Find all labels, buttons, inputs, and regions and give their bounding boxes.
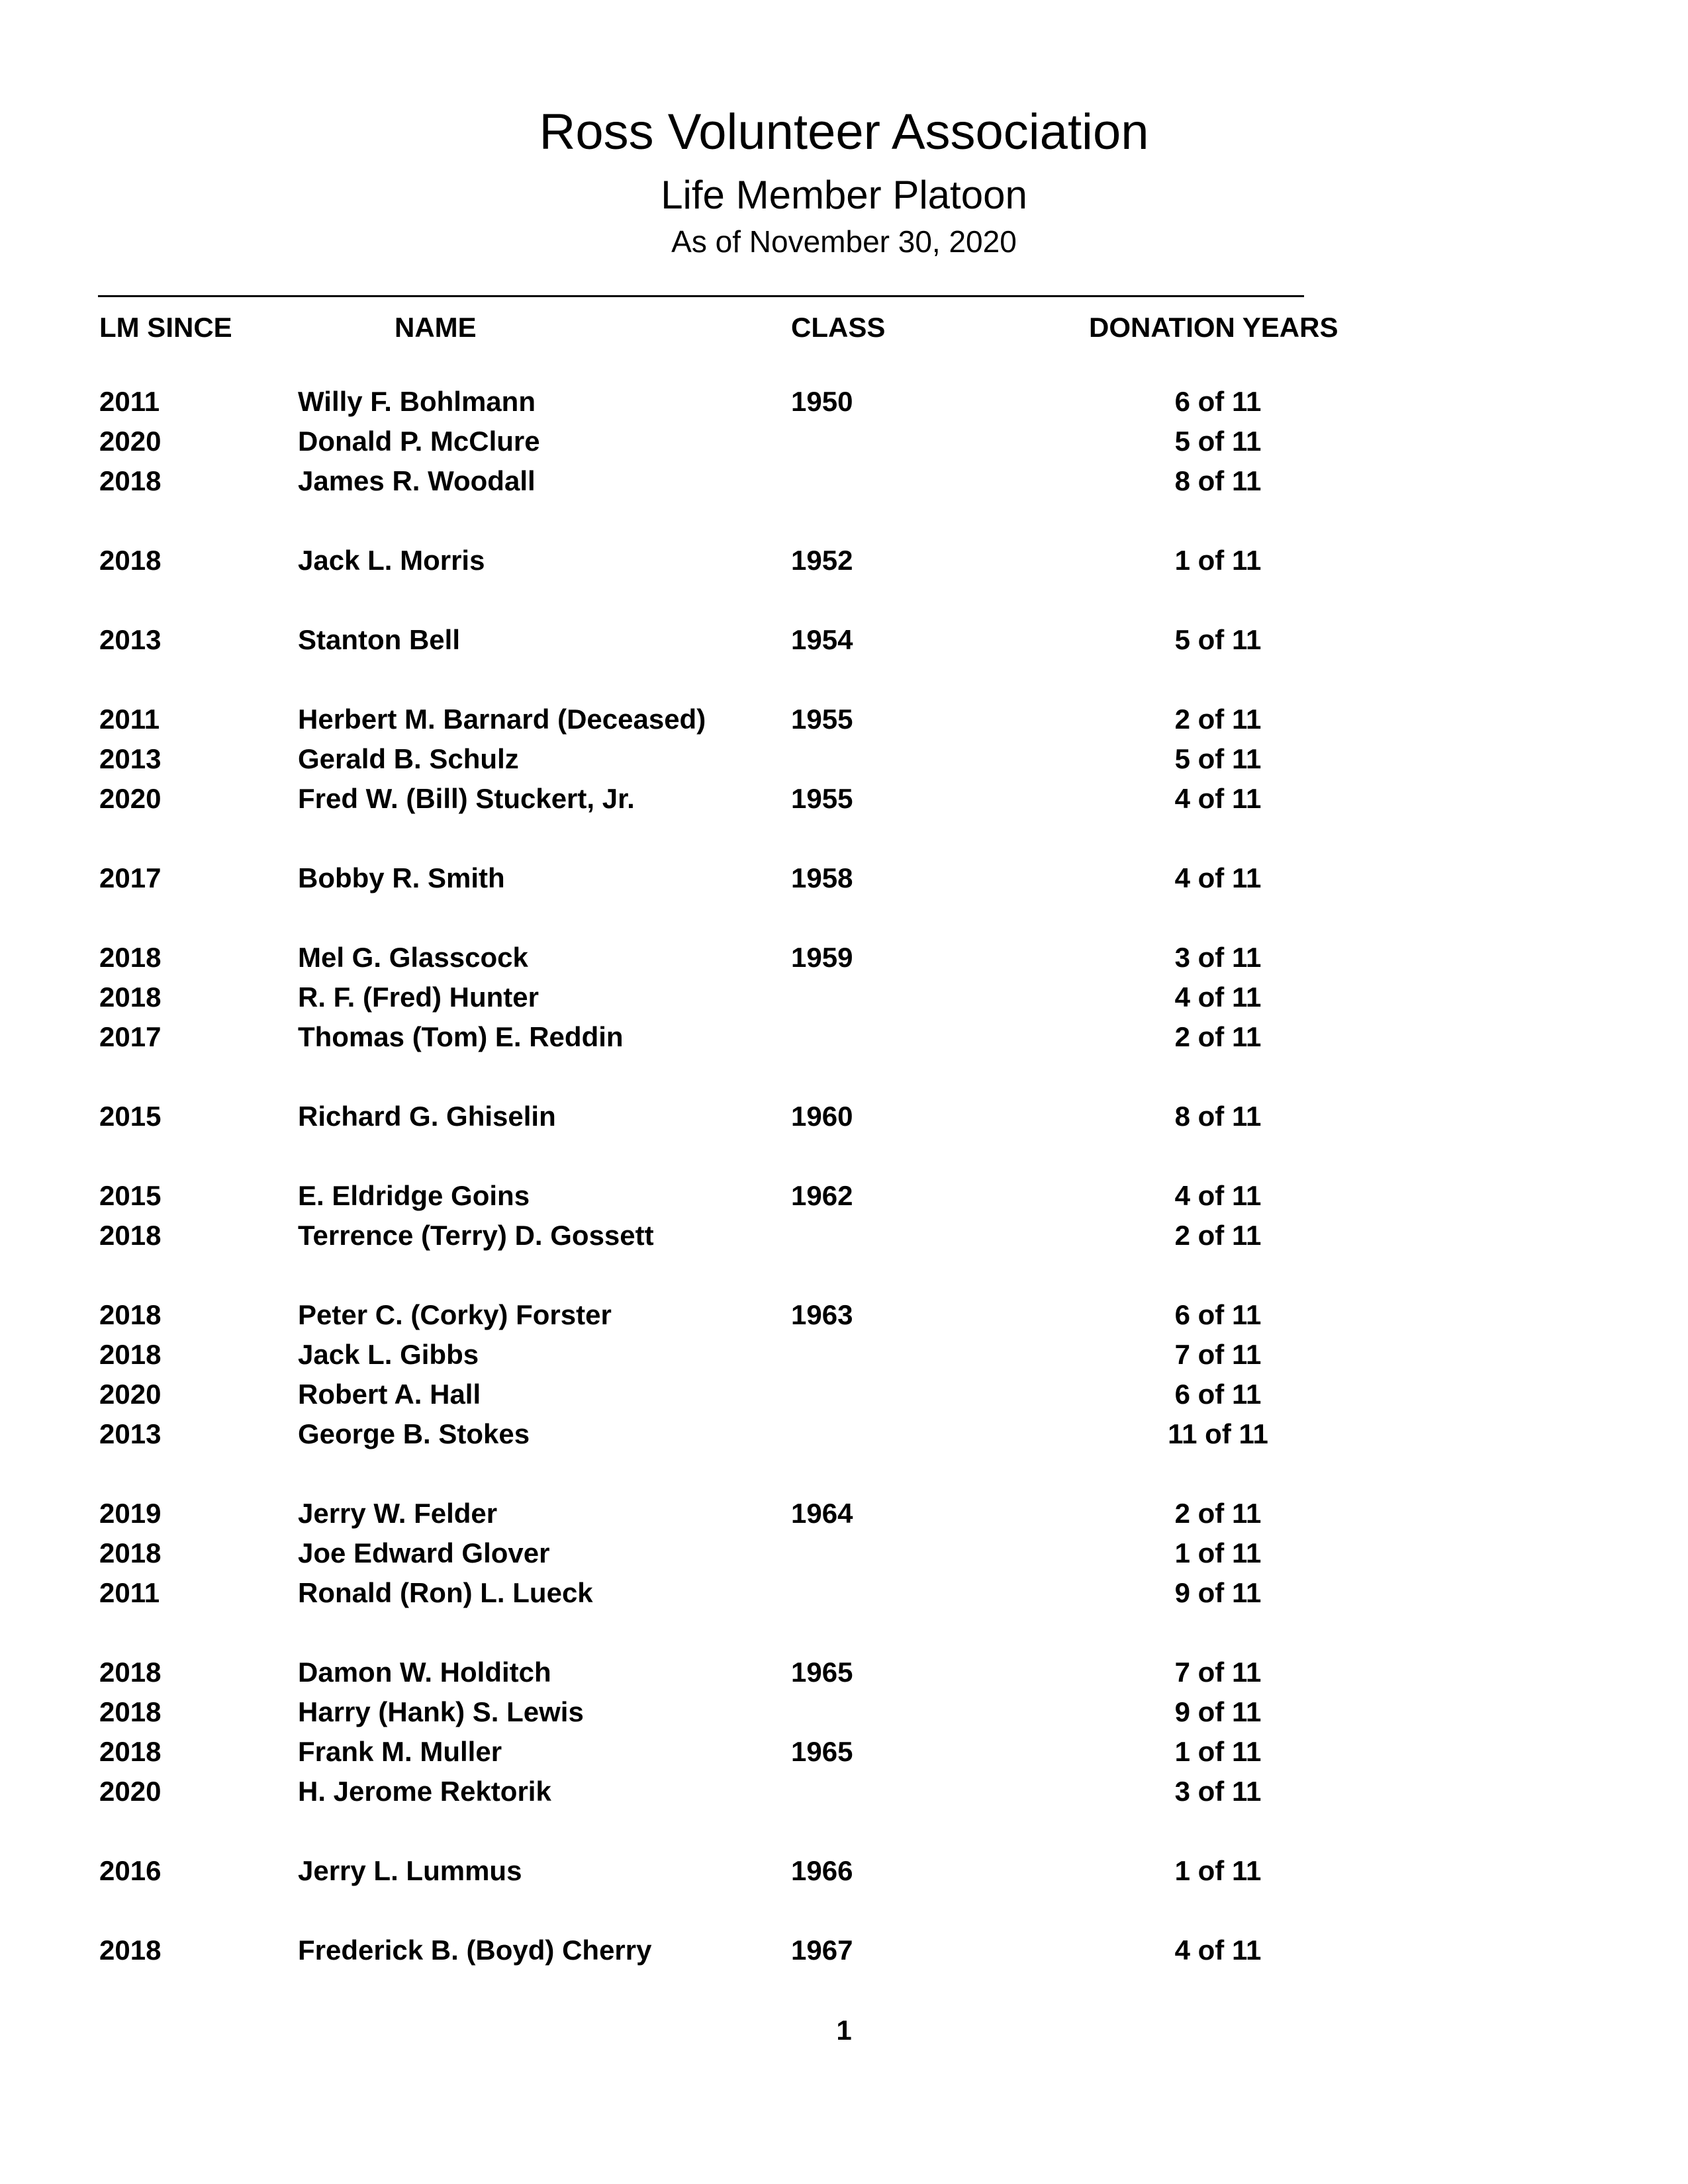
row-lm-since: 2018	[99, 942, 162, 973]
row-donation-years: 8 of 11	[1174, 1101, 1262, 1132]
row-class: 1966	[791, 1855, 853, 1886]
row-donation-years: 2 of 11	[1174, 1220, 1262, 1251]
document-subtitle: Life Member Platoon	[661, 173, 1027, 217]
row-donation-years: 1 of 11	[1174, 1537, 1262, 1569]
table-row	[0, 1653, 1688, 1692]
row-lm-since: 2017	[99, 862, 162, 893]
row-name: Willy F. Bohlmann	[298, 386, 536, 417]
table-row	[0, 1573, 1688, 1613]
row-lm-since: 2013	[99, 743, 162, 774]
table-header	[0, 308, 1688, 347]
row-donation-years: 5 of 11	[1174, 743, 1262, 774]
row-name: Bobby R. Smith	[298, 862, 505, 893]
row-lm-since: 2017	[99, 1021, 162, 1052]
table-row	[0, 620, 1688, 660]
row-name: Frank M. Muller	[298, 1736, 502, 1767]
row-donation-years: 1 of 11	[1174, 1736, 1262, 1767]
table-row	[0, 1216, 1688, 1255]
row-lm-since: 2015	[99, 1101, 162, 1132]
row-donation-years: 3 of 11	[1174, 1776, 1262, 1807]
row-class: 1967	[791, 1934, 853, 1966]
row-donation-years: 11 of 11	[1168, 1418, 1268, 1449]
as-of-date: As of November 30, 2020	[671, 224, 1017, 259]
row-lm-since: 2020	[99, 783, 162, 814]
row-class: 1965	[791, 1736, 853, 1767]
table-row	[0, 1533, 1688, 1573]
row-class: 1964	[791, 1498, 853, 1529]
row-name: George B. Stokes	[298, 1418, 530, 1449]
row-name: Jerry W. Felder	[298, 1498, 498, 1529]
row-lm-since: 2011	[99, 386, 160, 417]
row-name: Jack L. Morris	[298, 545, 485, 576]
table-row	[0, 1335, 1688, 1375]
row-class: 1954	[791, 624, 853, 655]
row-name: Jerry L. Lummus	[298, 1855, 522, 1886]
row-class: 1955	[791, 704, 853, 735]
row-name: Mel G. Glasscock	[298, 942, 528, 973]
row-class: 1963	[791, 1299, 853, 1330]
table-row	[0, 541, 1688, 580]
row-lm-since: 2011	[99, 704, 160, 735]
page-number: 1	[836, 2015, 852, 2046]
row-lm-since: 2019	[99, 1498, 162, 1529]
table-row	[0, 382, 1688, 422]
row-name: James R. Woodall	[298, 465, 536, 496]
row-name: Stanton Bell	[298, 624, 461, 655]
table-row	[0, 1692, 1688, 1732]
table-row	[0, 1295, 1688, 1335]
table-row	[0, 422, 1688, 461]
table-row	[0, 1414, 1688, 1454]
row-lm-since: 2020	[99, 1379, 162, 1410]
row-name: Herbert M. Barnard (Deceased)	[298, 704, 706, 735]
row-donation-years: 7 of 11	[1174, 1339, 1262, 1370]
table-row	[0, 700, 1688, 739]
row-lm-since: 2018	[99, 1696, 162, 1727]
row-lm-since: 2020	[99, 426, 162, 457]
row-donation-years: 5 of 11	[1174, 624, 1262, 655]
row-name: Fred W. (Bill) Stuckert, Jr.	[298, 783, 635, 814]
row-lm-since: 2018	[99, 1657, 162, 1688]
header-donation-years: DONATION YEARS	[1089, 312, 1338, 343]
row-name: Donald P. McClure	[298, 426, 540, 457]
table-row	[0, 1772, 1688, 1811]
row-donation-years: 5 of 11	[1174, 426, 1262, 457]
row-class: 1962	[791, 1180, 853, 1211]
row-lm-since: 2018	[99, 1736, 162, 1767]
row-class: 1960	[791, 1101, 853, 1132]
row-donation-years: 2 of 11	[1174, 1498, 1262, 1529]
row-name: Frederick B. (Boyd) Cherry	[298, 1934, 652, 1966]
row-class: 1955	[791, 783, 853, 814]
row-donation-years: 9 of 11	[1174, 1577, 1262, 1608]
row-lm-since: 2013	[99, 1418, 162, 1449]
row-donation-years: 6 of 11	[1174, 1379, 1262, 1410]
table-row	[0, 779, 1688, 819]
row-name: Richard G. Ghiselin	[298, 1101, 556, 1132]
row-donation-years: 6 of 11	[1174, 386, 1262, 417]
document-title: Ross Volunteer Association	[539, 104, 1149, 160]
row-name: Ronald (Ron) L. Lueck	[298, 1577, 593, 1608]
row-donation-years: 4 of 11	[1174, 1180, 1262, 1211]
row-name: Peter C. (Corky) Forster	[298, 1299, 612, 1330]
row-lm-since: 2020	[99, 1776, 162, 1807]
table-row	[0, 1931, 1688, 1970]
row-lm-since: 2015	[99, 1180, 162, 1211]
row-donation-years: 6 of 11	[1174, 1299, 1262, 1330]
row-donation-years: 3 of 11	[1174, 942, 1262, 973]
table-row	[0, 1375, 1688, 1414]
table-row	[0, 1017, 1688, 1057]
row-name: Jack L. Gibbs	[298, 1339, 479, 1370]
row-lm-since: 2018	[99, 1934, 162, 1966]
table-row	[0, 461, 1688, 501]
row-class: 1950	[791, 386, 853, 417]
row-name: Terrence (Terry) D. Gossett	[298, 1220, 654, 1251]
table-row	[0, 1851, 1688, 1891]
row-name: R. F. (Fred) Hunter	[298, 981, 539, 1013]
row-lm-since: 2016	[99, 1855, 162, 1886]
row-donation-years: 4 of 11	[1174, 862, 1262, 893]
row-name: Harry (Hank) S. Lewis	[298, 1696, 584, 1727]
header-lm-since: LM SINCE	[99, 312, 232, 343]
row-class: 1952	[791, 545, 853, 576]
row-name: Gerald B. Schulz	[298, 743, 519, 774]
row-donation-years: 2 of 11	[1174, 704, 1262, 735]
header-class: CLASS	[791, 312, 886, 343]
row-class: 1958	[791, 862, 853, 893]
table-row	[0, 739, 1688, 779]
row-lm-since: 2013	[99, 624, 162, 655]
row-donation-years: 8 of 11	[1174, 465, 1262, 496]
row-lm-since: 2011	[99, 1577, 160, 1608]
row-class: 1965	[791, 1657, 853, 1688]
table-row	[0, 1176, 1688, 1216]
row-lm-since: 2018	[99, 465, 162, 496]
row-donation-years: 9 of 11	[1174, 1696, 1262, 1727]
table-row	[0, 1097, 1688, 1136]
row-name: H. Jerome Rektorik	[298, 1776, 551, 1807]
row-donation-years: 7 of 11	[1174, 1657, 1262, 1688]
row-lm-since: 2018	[99, 981, 162, 1013]
table-row	[0, 938, 1688, 978]
row-donation-years: 1 of 11	[1174, 545, 1262, 576]
row-class: 1959	[791, 942, 853, 973]
row-lm-since: 2018	[99, 545, 162, 576]
table-row	[0, 1494, 1688, 1533]
row-donation-years: 4 of 11	[1174, 783, 1262, 814]
row-donation-years: 2 of 11	[1174, 1021, 1262, 1052]
table-row	[0, 858, 1688, 898]
row-lm-since: 2018	[99, 1339, 162, 1370]
table-row	[0, 978, 1688, 1017]
row-name: Damon W. Holditch	[298, 1657, 551, 1688]
row-donation-years: 1 of 11	[1174, 1855, 1262, 1886]
row-donation-years: 4 of 11	[1174, 1934, 1262, 1966]
header-name: NAME	[395, 312, 477, 343]
row-lm-since: 2018	[99, 1299, 162, 1330]
row-name: Thomas (Tom) E. Reddin	[298, 1021, 624, 1052]
row-lm-since: 2018	[99, 1220, 162, 1251]
row-name: Joe Edward Glover	[298, 1537, 550, 1569]
row-lm-since: 2018	[99, 1537, 162, 1569]
table-row	[0, 1732, 1688, 1772]
row-name: Robert A. Hall	[298, 1379, 481, 1410]
row-name: E. Eldridge Goins	[298, 1180, 530, 1211]
row-donation-years: 4 of 11	[1174, 981, 1262, 1013]
header-rule	[98, 295, 1304, 297]
